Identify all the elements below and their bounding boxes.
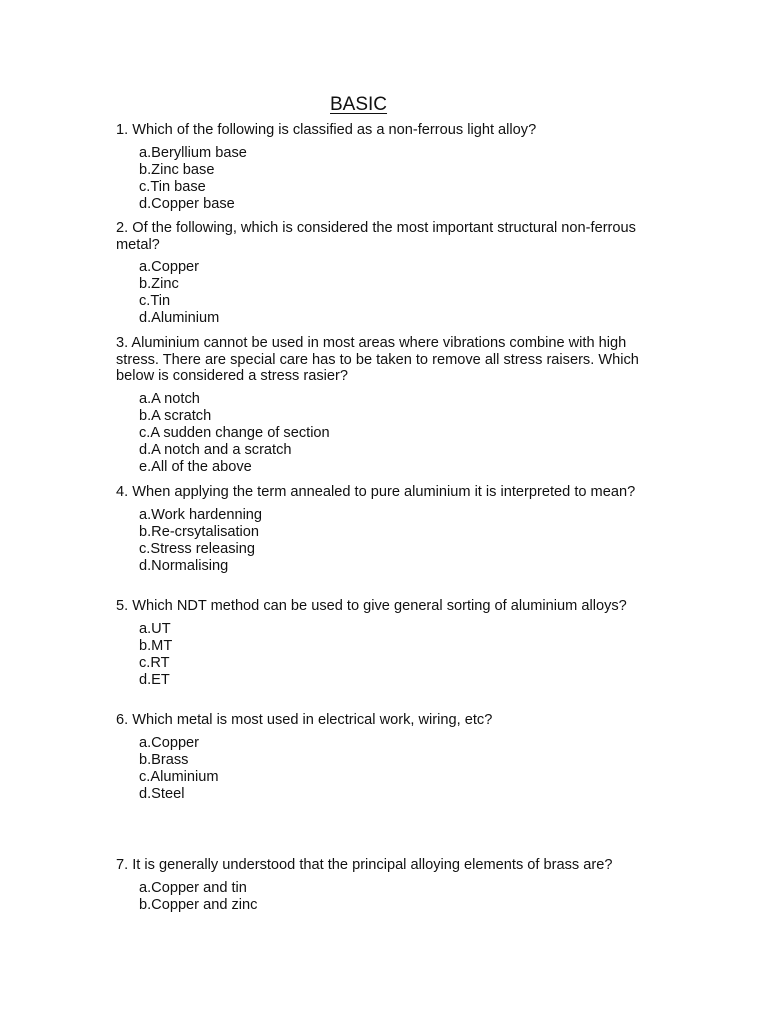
answer-option: c.A sudden change of section — [139, 424, 330, 441]
answer-options — [116, 621, 656, 689]
answer-option: c.Stress releasing — [139, 540, 255, 557]
answer-option: c.RT — [139, 654, 170, 671]
answer-option: d.A notch and a scratch — [139, 441, 292, 458]
answer-option: d.Normalising — [139, 557, 229, 574]
question-4 — [116, 484, 656, 575]
answer-option: b.MT — [139, 637, 173, 654]
answer-option: a.A notch — [139, 390, 200, 407]
answer-option: d.Steel — [139, 785, 185, 802]
answer-option: a.Copper and tin — [139, 879, 247, 896]
answer-option: a.Copper — [139, 259, 200, 275]
question-text: 3. Aluminium cannot be used in most areas where vibrations combine with high stress. There are special care has to be taken to remove all stress raisers. Which below is considered a stress rasier? — [116, 335, 639, 384]
answer-option: c.Tin — [139, 293, 171, 310]
answer-option: b.Re-crsytalisation — [139, 523, 260, 540]
question-6 — [116, 712, 656, 803]
answer-options — [116, 880, 656, 914]
answer-options — [116, 145, 656, 213]
answer-option: c.Aluminium — [139, 768, 219, 785]
question-text: 4. When applying the term annealed to pure aluminium it is interpreted to mean? — [116, 484, 636, 500]
question-7 — [116, 857, 656, 914]
document-title: BASIC — [330, 94, 388, 115]
question-text: 5. Which NDT method can be used to give general sorting of aluminium alloys? — [116, 598, 627, 614]
answer-option: d.Copper base — [139, 195, 235, 212]
question-text: 1. Which of the following is classified as a non-ferrous light alloy? — [116, 122, 537, 138]
answer-option: b.Copper and zinc — [139, 896, 258, 913]
answer-option: a.UT — [139, 620, 171, 637]
answer-option: a.Beryllium base — [139, 144, 247, 161]
answer-option: b.A scratch — [139, 407, 212, 424]
answer-option: b.Zinc base — [139, 161, 215, 178]
question-text: 7. It is generally understood that the principal alloying elements of brass are? — [116, 857, 613, 873]
answer-option: d.ET — [139, 671, 170, 688]
answer-option: d.Aluminium — [139, 310, 220, 327]
question-text: 2. Of the following, which is considered the most important structural non-ferrous metal? — [116, 220, 636, 253]
question-3 — [116, 335, 656, 476]
answer-options — [116, 391, 656, 476]
answer-options — [116, 507, 656, 575]
answer-options — [116, 259, 656, 327]
answer-option: e.All of the above — [139, 458, 252, 475]
question-1 — [116, 122, 656, 213]
answer-option: a.Work hardenning — [139, 506, 263, 523]
answer-option: a.Copper — [139, 734, 200, 751]
answer-option: b.Brass — [139, 751, 189, 768]
question-text: 6. Which metal is most used in electrical work, wiring, etc? — [116, 712, 493, 728]
answer-option: c.Tin base — [139, 178, 206, 195]
answer-options — [116, 735, 656, 803]
question-5 — [116, 598, 656, 689]
answer-option: b.Zinc — [139, 276, 179, 293]
question-2 — [116, 220, 656, 327]
